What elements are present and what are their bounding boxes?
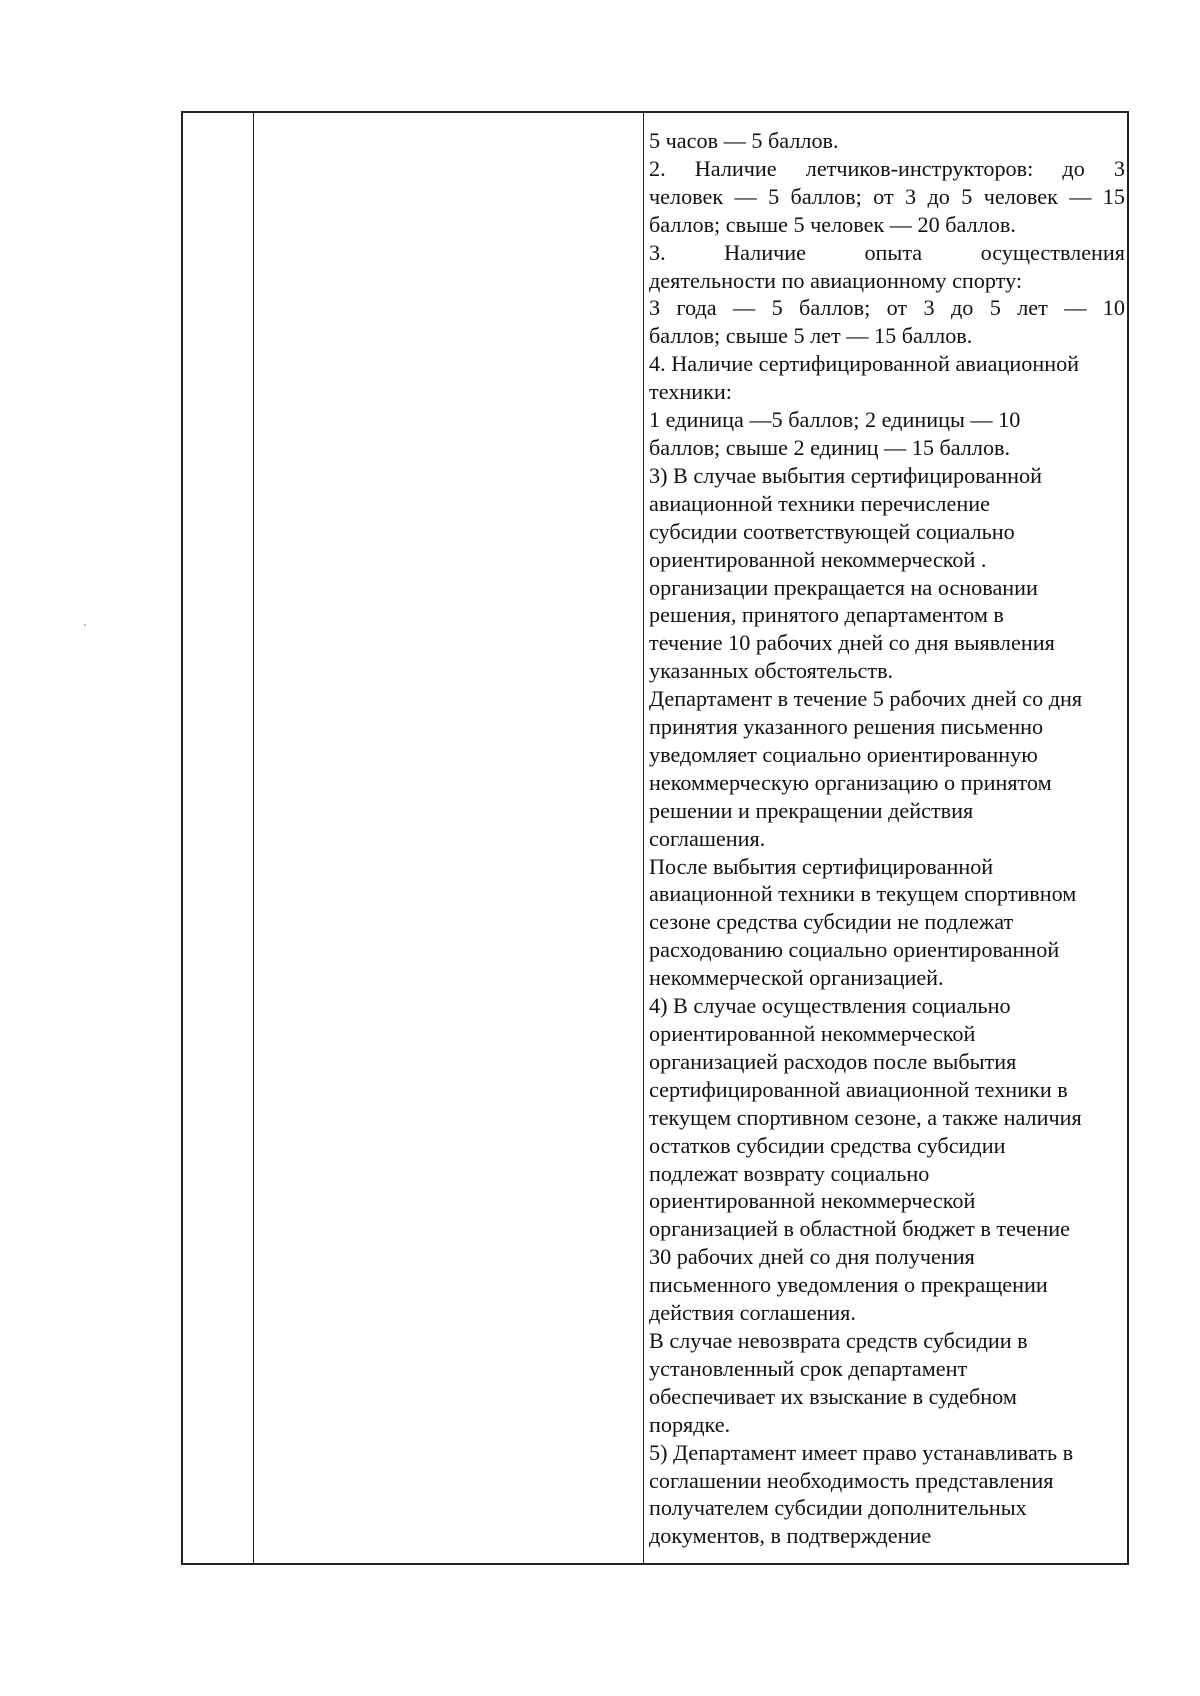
text-line: баллов; свыше 5 лет — 15 баллов. bbox=[649, 323, 973, 349]
column-divider-2 bbox=[643, 113, 644, 1563]
text-line: субсидии соответствующей социально bbox=[649, 518, 1015, 544]
text-line: 5 часов — 5 баллов. bbox=[649, 128, 839, 153]
text-line: принятия указанного решения письменно bbox=[649, 714, 1044, 740]
text-line: некоммерческой организацией. bbox=[649, 965, 944, 991]
text-line: соглашении необходимость представления bbox=[649, 1467, 1054, 1493]
text-line: течение 10 рабочих дней со дня выявления bbox=[649, 630, 1055, 656]
text-line: получателем субсидии дополнительных bbox=[649, 1495, 1027, 1521]
text-line: сезоне средства субсидии не подлежат bbox=[649, 909, 1014, 935]
text-line: соглашения. bbox=[649, 825, 766, 851]
text-line: документов, в подтверждение bbox=[649, 1523, 932, 1549]
text-line: 1 единица —5 баллов; 2 единицы — 10 bbox=[649, 407, 1021, 433]
text-line: 2. Наличие летчиков-инструкторов: до 3 bbox=[649, 155, 1125, 181]
text-line: уведомляет социально ориентированную bbox=[649, 741, 1038, 767]
text-line: 30 рабочих дней со дня получения bbox=[649, 1244, 975, 1270]
table-cell-text bbox=[649, 127, 1125, 1550]
text-line: После выбытия сертифицированной bbox=[649, 853, 994, 879]
text-line: 3 года — 5 баллов; от 3 до 5 лет — 10 bbox=[649, 295, 1125, 321]
text-line: решения, принятого департаментом в bbox=[649, 602, 1004, 628]
scan-speck bbox=[84, 624, 86, 626]
text-line: расходованию социально ориентированной bbox=[649, 937, 1060, 963]
text-line: техники: bbox=[649, 379, 732, 405]
text-line: Департамент в течение 5 рабочих дней со дня bbox=[649, 686, 1083, 712]
text-line: 4) В случае осуществления социально bbox=[649, 993, 1011, 1019]
text-line: остатков субсидии средства субсидии bbox=[649, 1132, 1006, 1158]
text-line: письменного уведомления о прекращении bbox=[649, 1272, 1048, 1298]
text-line: деятельности по авиационному спорту: bbox=[649, 267, 1023, 293]
text-line: В случае невозврата средств субсидии в bbox=[649, 1327, 1028, 1353]
text-line: указанных обстоятельств. bbox=[649, 658, 894, 684]
text-line: баллов; свыше 2 единиц — 15 баллов. bbox=[649, 434, 1011, 460]
text-line: решении и прекращении действия bbox=[649, 797, 974, 823]
column-divider-1 bbox=[253, 113, 254, 1563]
text-line: порядке. bbox=[649, 1411, 731, 1437]
text-line: авиационной техники в текущем спортивном bbox=[649, 881, 1077, 907]
text-line: ориентированной некоммерческой . bbox=[649, 546, 987, 572]
text-line: действия соглашения. bbox=[649, 1300, 856, 1326]
text-line: 4. Наличие сертифицированной авиационной bbox=[649, 351, 1080, 377]
text-line: 3) В случае выбытия сертифицированной bbox=[649, 462, 1042, 488]
text-line: человек — 5 баллов; от 3 до 5 человек — 15 bbox=[649, 183, 1125, 209]
text-line: организацией в областной бюджет в течение bbox=[649, 1216, 1070, 1242]
text-line: ориентированной некоммерческой bbox=[649, 1021, 976, 1046]
text-line: 5) Департамент имеет право устанавливать в bbox=[649, 1439, 1074, 1465]
text-line: организацией расходов после выбытия bbox=[649, 1048, 1017, 1074]
text-line: сертифицированной авиационной техники в bbox=[649, 1076, 1068, 1102]
text-line: организации прекращается на основании bbox=[649, 574, 1038, 600]
text-line: установленный срок департамент bbox=[649, 1355, 968, 1381]
text-line: авиационной техники перечисление bbox=[649, 490, 990, 516]
text-line: некоммерческую организацию о принятом bbox=[649, 769, 1052, 795]
text-line: 3. Наличие опыта осуществления bbox=[649, 239, 1125, 265]
text-line: подлежат возврату социально bbox=[649, 1160, 930, 1186]
text-line: ориентированной некоммерческой bbox=[649, 1188, 976, 1214]
text-line: баллов; свыше 5 человек — 20 баллов. bbox=[649, 211, 1016, 237]
document-table bbox=[181, 111, 1129, 1565]
text-line: текущем спортивном сезоне, а также наличия bbox=[649, 1104, 1082, 1130]
text-line: обеспечивает их взыскание в судебном bbox=[649, 1383, 1017, 1409]
